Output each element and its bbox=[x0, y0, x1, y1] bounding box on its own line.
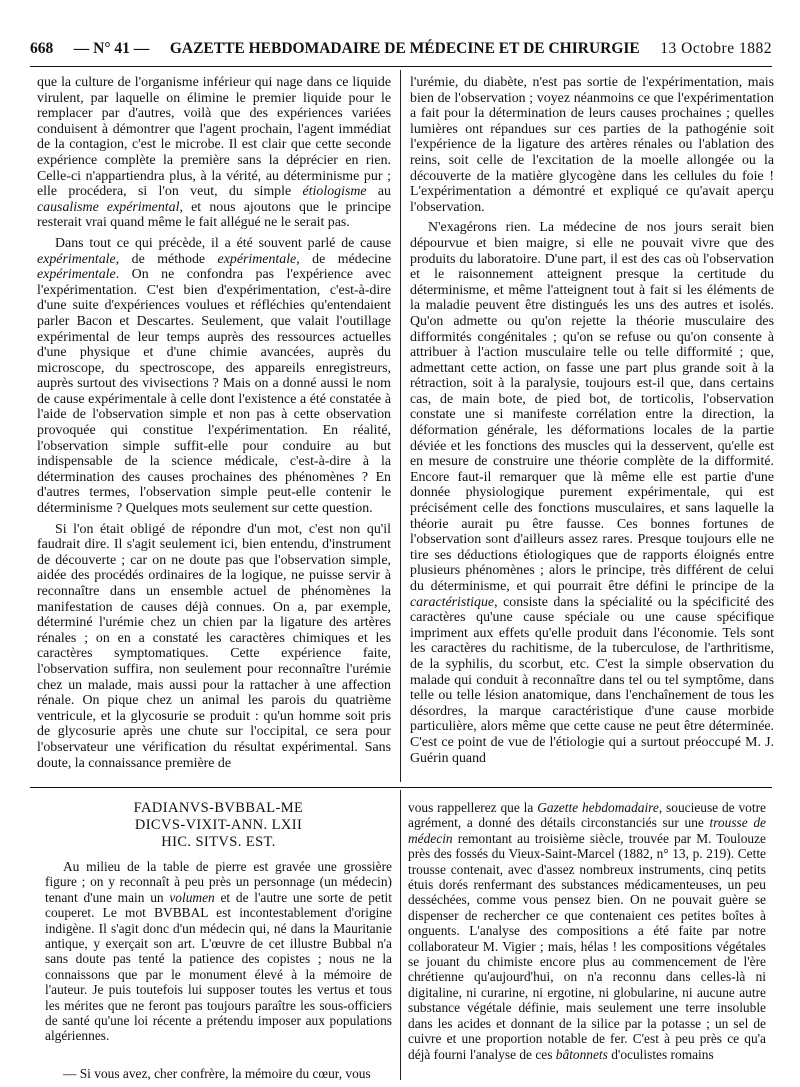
inscription-line: DICVS-VIXIT-ANN. LXII bbox=[134, 817, 303, 833]
page-number: 668 bbox=[30, 40, 54, 57]
column-divider-lower bbox=[400, 790, 401, 1080]
latin-inscription bbox=[45, 800, 392, 851]
header-rule bbox=[30, 66, 772, 67]
paragraph: vous rappellerez que la Gazette hebdomadaire, soucieuse de votre agrément, a donné des détails circonstanciés sur une trousse de médecin remontant au troisième siècle, trouvée par M. Toulouze près des fossés du Vieux-Saint-Marcel (1882, n° 13, p. 219). Cette trousse contenait, avec d'assez nombreux instruments, cinq petits étuis dorés renfermant des substances médicamenteuses, un peu desséchées, comme vous pensez bien. On ne pouvait guère se dispenser de rechercher ce que contenaient ces petites boîtes à onguents. L'analyse des compositions a été faite par notre collaborateur M. Vigier ; mais, hélas ! les compositions végétales se jouant du chimiste encore plus au commencement de l'ère chrétienne qu'aujourd'hui, on n'a reconnu dans celles-là ni digitaline, ni curarine, ni ergotine, ni globularine, ni aucune autre substance végétale définie, mais seulement une terre insoluble dans les acides et donnant de la silice par la potasse ; un sel de cuivre et une proportion notable de fer. C'est à peu près ce qu'a déjà fourni l'analyse de ces bâtonnets d'oculistes romains bbox=[408, 800, 766, 1062]
lower-left-column bbox=[45, 800, 392, 1081]
issue-date: 13 Octobre 1882 bbox=[660, 40, 772, 57]
paragraph: — Si vous avez, cher confrère, la mémoire du cœur, vous bbox=[63, 1065, 371, 1081]
paragraph: l'urémie, du diabète, n'est pas sortie de l'expérimentation, mais bien de l'observation ; voyez néanmoins ce que l'expérimentation a fait pour la détermination de leurs causes prochaines ; quelles lumières ont répandues sur ces parties de la pathogénie soit l'expérience de la ligature des artères rénales ou l'ablation des reins, soit celle de l'excitation de la moelle allongée ou la découverte de la matière glycogène dans les cellules du foie ! L'expérimentation a démontré et expliqué ce qu'avait aperçu l'observation. bbox=[410, 75, 774, 215]
upper-left-column bbox=[37, 75, 391, 771]
section-rule bbox=[30, 787, 772, 788]
page-header bbox=[30, 40, 772, 62]
inscription-line: HIC. SITVS. EST. bbox=[161, 834, 276, 850]
issue-number: — N° 41 — bbox=[73, 40, 150, 57]
lower-right-column bbox=[408, 800, 766, 1062]
paragraph: que la culture de l'organisme inférieur qui nage dans ce liquide virulent, par laquelle on élimine le premier liquide pour le remplacer par d'autres, voilà que des expériences variées conduisent à démontrer que l'agent prochain, l'agent immédiat de la contagion, c'est le microbe. Il est clair que cette seconde expérience complète la première sans la déprécier en rien. Celle-ci n'appartiendra plus, à la vérité, au déterminisme pur ; elle procédera, si l'on veut, du simple étiologisme au causalisme expérimental, et nous ajoutons que le principe resterait vrai quand même le fait allégué ne le serait pas. bbox=[37, 75, 391, 231]
paragraph: Si l'on était obligé de répondre d'un mot, c'est non qu'il faudrait dire. Il s'agit seulement ici, bien entendu, d'instrument de découverte ; car on ne doute pas que l'observation simple, aidée des procédés ordinaires de la logique, ne puisse servir à reconnaître dans un ensemble actuel de phénomènes la manifestation de causes déjà connues. On a, par exemple, déterminé l'urémie chez un chien par la ligature des artères rénales ; on en a constaté les caractères chimiques et les caractères symptomatiques. Cette expérience faite, l'observation suffira, non seulement pour reconnaître l'urémie chez un malade, mais aussi pour la rattacher à une affection rénale. On pique chez un animal les parois du quatrième ventricule, et la glycosurie se produit : qu'un homme soit pris de glycosurie après une chute sur l'occipital, ce sera pour l'observateur une vérification du résultat expérimental. Sans doute, la connaissance première de bbox=[37, 521, 391, 771]
column-divider-upper bbox=[400, 70, 401, 782]
paragraph: Dans tout ce qui précède, il a été souvent parlé de cause expérimentale, de méthode expérimentale, de médecine expérimentale. On ne confondra pas l'expérience avec l'expérimentation. C'est bien d'expérimentation, c'est-à-dire d'une suite d'expériences voulues et réfléchies qu'entendaient parler Bacon et Descartes. Seulement, que valait l'outillage expérimental de leur temps auprès des ressources actuelles d'une physique et d'une chimie avancées, auprès du microscope, du spectroscope, des appareils enregistreurs, auprès surtout des vivisections ? Mais on a donné aussi le nom de cause expérimentale à celle dont l'existence a été constatée à l'aide de l'observation simple et non pas à cette observation provoquée qui constitue l'expérimentation. En réalité, l'observation simple suffit-elle pour conduire au but indispensable de la science médicale, c'est-à-dire à la détermination des causes prochaines des phénomènes ? En d'autres termes, l'observation simple peut-elle contenir le déterminisme ? Quelques mots seulement sur cette question. bbox=[37, 235, 391, 517]
journal-title: GAZETTE HEBDOMADAIRE DE MÉDECINE ET DE CHIRURGIE bbox=[169, 40, 640, 57]
inscription-line: FADIANVS-BVBBAL-ME bbox=[133, 800, 304, 816]
paragraph: Au milieu de la table de pierre est gravée une grossière figure ; on y reconnaît à peu près un personnage (un médecin) tenant d'une main un volumen et de l'autre une sorte de petit couperet. Le mot BVBBAL est incontestablement d'origine indigène. Il s'agit donc d'un médecin qui, né dans la Mauritanie antique, y exerçait son art. L'œuvre de cet illustre Bubbal n'a sans doute pas tenté la patience des copistes ; nous ne la connaissons que par le monument élevé à la mémoire de l'auteur. Je puis toutefois lui supposer toutes les vertus et tous les mérites que ne feront pas toujours paraître les sous-officiers de santé qu'une loi récente a prétendu imposer aux populations algériennes. bbox=[45, 859, 392, 1044]
paragraph: N'exagérons rien. La médecine de nos jours serait bien dépourvue et bien maigre, si elle ne pouvait vivre que des produits du laboratoire. D'une part, il est des cas où l'observation et le raisonnement atteignent presque la certitude du déterminisme, et même l'atteignent tout à fait si les éléments de la maladie peuvent être distingués les uns des autres et isolés. Qu'on admette ou qu'on rejette la théorie musculaire des difformités congénitales ; qu'on se refuse ou qu'on consente à attribuer à l'action musculaire telle ou telle difformité ; que, admettant cette action, on fasse une part plus grande soit à la rétraction, soit à la paralysie, toujours est-il que, dans certains cas, de main bote, de pied bot, de torticolis, l'observation constate une si manifeste corrélation entre la direction, la déformation générale, les déformations locales de la partie déviée et les fonctions des muscles qui la desservent, qu'elle est en mesure de construire une théorie complète de la difformité. Encore faut-il remarquer que là même elle est partie d'une donnée physiologique purement expérimentale, qui est précisément celle des fonctions musculaires, et sans laquelle la théorie aurait pu être fausse. Ces bonnes fortunes de l'observation sont d'ailleurs assez rares. Presque toujours elle ne tire ses déductions étiologiques que de rapports éloignés entre plusieurs phénomènes ; alors le principe, très différent de celui du déterminisme, et qui pourrait être défini le principe de la caractéristique, consiste dans la spécialité ou la spécificité des caractères qu'une cause spéciale ou une cause spécifique impriment aux effets qu'elle produit dans l'économie. Tels sont les caractères du rachitisme, de la tuberculose, de l'arthritisme, de la syphilis, du scorbut, etc. C'est la simple observation du malade qui conduit à reconnaître dans tel ou tel symptôme, dans telle ou telle lésion anatomique, dans l'enchaînement de tous les désordres, la marque caractéristique d'une cause morbide particulière, alors même que cette cause ne peut être déterminée. C'est ce point de vue de l'étiologie qui a surtout préoccupé M. J. Guérin quand bbox=[410, 220, 774, 766]
upper-right-column bbox=[410, 75, 774, 766]
